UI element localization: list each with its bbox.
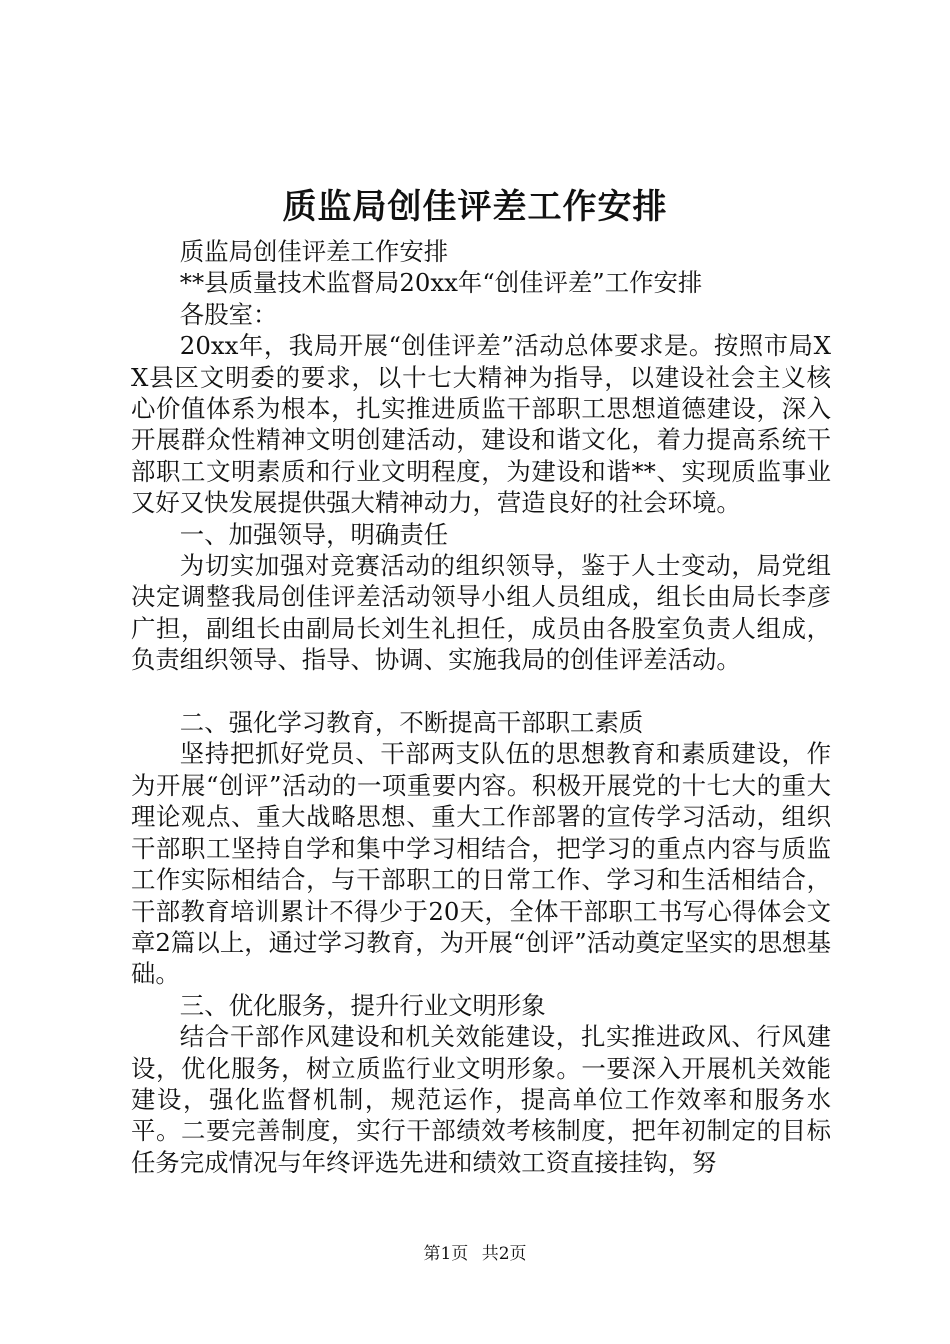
page-number: 第1页 bbox=[423, 1244, 469, 1264]
section-body-2: 坚持把抓好党员、干部两支队伍的思想教育和素质建设，作为开展“创评”活动的一项重要内容。积极开展党的十七大的重大理论观点、重大战略思想、重大工作部署的宣传学习活动，组织干部职工坚持自学和集中学习相结合，把学习的重点内容与质监工作实际相结合，与干部职工的日常工作、学习和生活相结合，干部教育培训累计不得少于20天，全体干部职工书写心得体会文章2篇以上，通过学习教育，为开展“创评”活动奠定坚实的思想基础。 bbox=[131, 739, 831, 989]
salutation-paragraph: 各股室： bbox=[179, 299, 278, 329]
document-body bbox=[131, 236, 831, 1178]
section-heading-3: 三、优化服务，提升行业文明形象 bbox=[179, 990, 546, 1020]
document-title: 质监局创佳评差工作安排 bbox=[282, 187, 668, 227]
page-footer bbox=[0, 1242, 950, 1266]
page-total: 共2页 bbox=[481, 1244, 527, 1264]
heading-paragraph: **县质量技术监督局20xx年“创佳评差”工作安排 bbox=[179, 268, 703, 298]
section-heading-1: 一、加强领导，明确责任 bbox=[179, 519, 449, 549]
intro-paragraph: 20xx年，我局开展“创佳评差”活动总体要求是。按照市局XX县区文明委的要求，以十七大精神为指导，以建设社会主义核心价值体系为根本，扎实推进质监干部职工思想道德建设，深入开展群众性精神文明创建活动，建设和谐文化，着力提高系统干部职工文明素质和行业文明程度，为建设和谐**、实现质监事业又好又快发展提供强大精神动力，营造良好的社会环境。 bbox=[131, 331, 831, 518]
subtitle-paragraph: 质监局创佳评差工作安排 bbox=[179, 237, 449, 266]
section-heading-2: 二、强化学习教育，不断提高干部职工素质 bbox=[179, 708, 644, 738]
section-body-1: 为切实加强对竞赛活动的组织领导，鉴于人士变动，局党组决定调整我局创佳评差活动领导小组人员组成，组长由局长李彦广担，副组长由副局长刘生礼担任，成员由各股室负责人组成，负责组织领导、指导、协调、实施我局的创佳评差活动。 bbox=[131, 551, 831, 675]
section-body-3: 结合干部作风建设和机关效能建设，扎实推进政风、行风建设，优化服务，树立质监行业文明形象。一要深入开展机关效能建设，强化监督机制，规范运作，提高单位工作效率和服务水平。二要完善制度，实行干部绩效考核制度，把年初制定的目标任务完成情况与年终评选先进和绩效工资直接挂钩，努 bbox=[131, 1022, 831, 1177]
